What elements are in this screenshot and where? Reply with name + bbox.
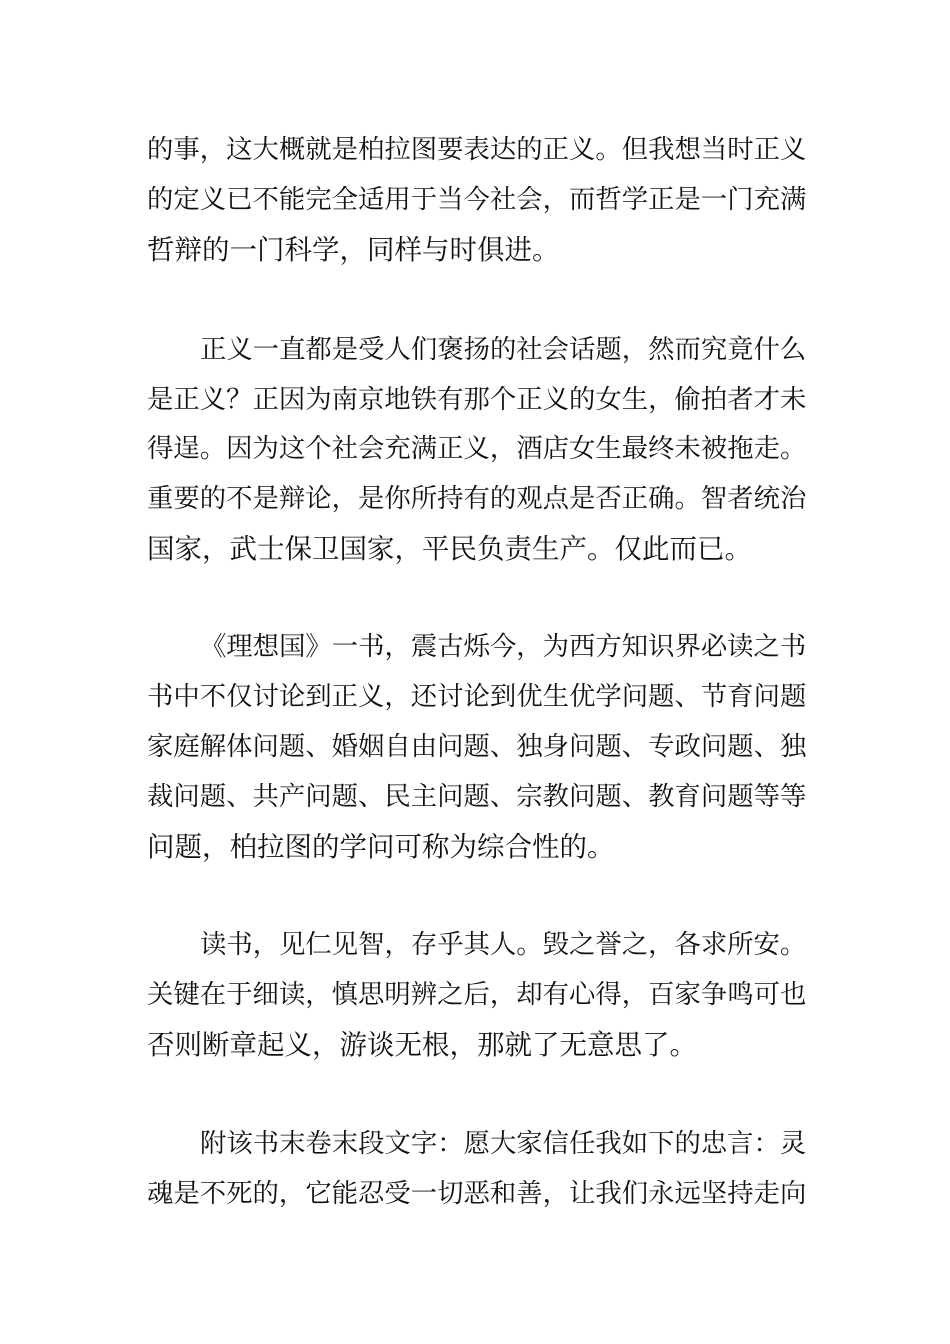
text-line: 国家，武士保卫国家，平民负责生产。仅此而已。	[147, 533, 752, 565]
text-line: 哲辩的一门科学，同样与时俱进。	[147, 234, 560, 266]
text-line: 书中不仅讨论到正义，还讨论到优生优学问题、节育问题	[147, 682, 807, 712]
text-line: 裁问题、共产问题、民主问题、宗教问题、教育问题等等	[147, 782, 807, 812]
text-line: 《理想国》一书，震古烁今，为西方知识界必读之书	[200, 632, 807, 662]
text-line: 关键在于细读，慎思明辨之后，却有心得，百家争鸣可也	[147, 980, 807, 1010]
text-line: 否则断章起义，游谈无根，那就了无意思了。	[147, 1029, 697, 1061]
text-line: 问题，柏拉图的学问可称为综合性的。	[147, 831, 615, 863]
text-line: 的事，这大概就是柏拉图要表达的正义。但我想当时正义	[147, 135, 807, 165]
text-line: 魂是不死的，它能忍受一切恶和善，让我们永远坚持走向	[147, 1179, 807, 1209]
text-line: 得逞。因为这个社会充满正义，酒店女生最终未被拖走。	[147, 434, 807, 464]
text-line: 附该书末卷末段文字：愿大家信任我如下的忠言：灵	[200, 1129, 807, 1159]
text-line: 读书，见仁见智，存乎其人。毁之誉之，各求所安。	[200, 930, 807, 960]
text-line: 是正义？正因为南京地铁有那个正义的女生，偷拍者才未	[147, 385, 807, 415]
text-line: 正义一直都是受人们褒扬的社会话题，然而究竟什么	[200, 335, 807, 365]
text-line: 重要的不是辩论，是你所持有的观点是否正确。智者统治	[147, 484, 807, 514]
text-line: 家庭解体问题、婚姻自由问题、独身问题、专政问题、独	[147, 732, 807, 762]
text-line: 的定义已不能完全适用于当今社会，而哲学正是一门充满	[147, 185, 807, 215]
